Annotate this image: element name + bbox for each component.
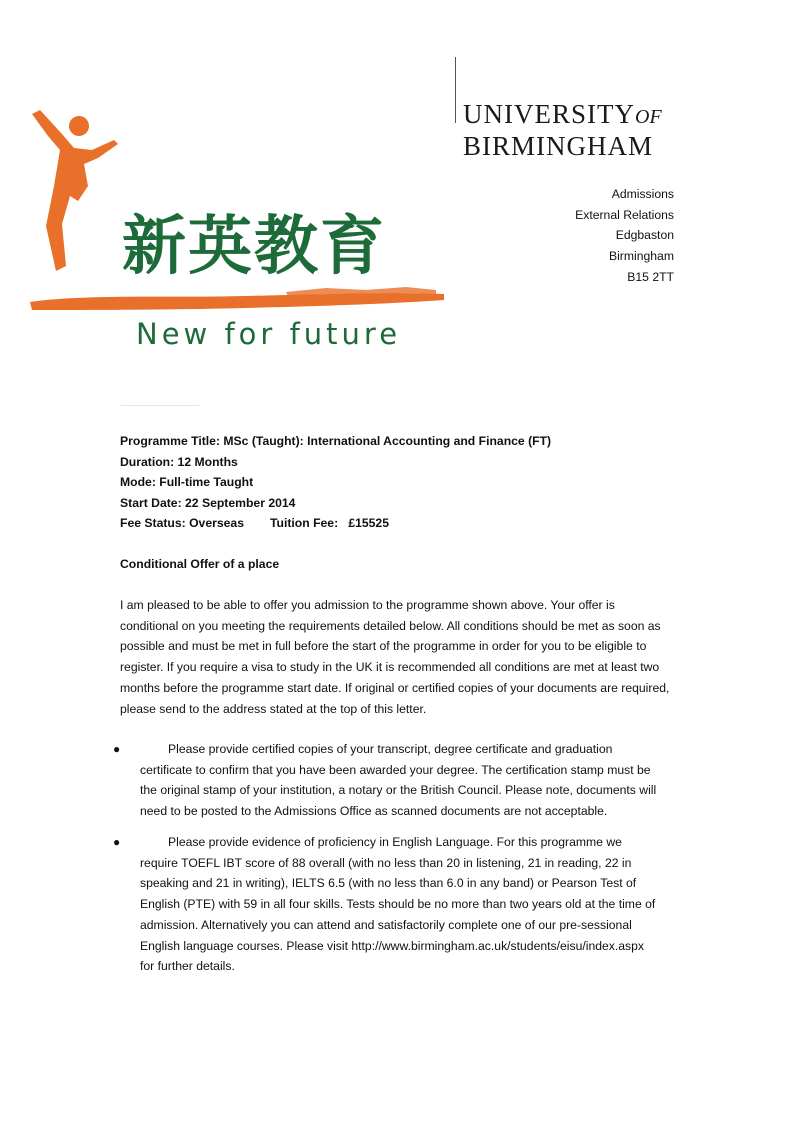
logo-tagline: New for future: [136, 317, 402, 351]
wordmark-divider: [455, 57, 456, 123]
university-wordmark: [463, 100, 662, 161]
programme-duration: Duration: 12 Months: [120, 454, 238, 469]
fee-status: Fee Status: Overseas: [120, 516, 244, 531]
university-line1: UNIVERSITY: [463, 99, 635, 129]
condition-text: Please provide evidence of proficiency in English Language. For this programme we require TOEFL IBT score of 88 overall (with no less than 20 in listening, 21 in reading, 22 in speaking and 21 in writing), IELTS 6.5 (with no less than 6.0 in any band) or Pearson Test of English (PTE) with 59 in all four skills. Tests should be no more than two years old at the time of admission. Alternatively you can attend and satisfactorily complete one of our pre-sessional English language courses. Please visit http://www.birmingham.ac.uk/students/eisu/index.aspx for further details.: [140, 835, 656, 974]
address-line: Admissions: [611, 187, 674, 201]
fee-row: [120, 513, 551, 534]
address-line: External Relations: [575, 207, 674, 222]
programme-details: [120, 431, 551, 534]
offer-heading: Conditional Offer of a place: [120, 557, 280, 571]
new-for-future-logo: [26, 106, 451, 356]
logo-chinese-name: 新英教育: [122, 210, 386, 284]
programme-start-date: Start Date: 22 September 2014: [120, 495, 296, 510]
programme-title: Programme Title: MSc (Taught): International Accounting and Finance (FT): [120, 434, 552, 448]
bullet-icon: ●: [113, 835, 121, 849]
programme-mode: Mode: Full-time Taught: [120, 475, 254, 490]
university-of: OF: [635, 106, 662, 128]
university-line2: BIRMINGHAM: [463, 131, 654, 161]
jumping-figure-icon: [32, 110, 118, 271]
address-line: Birmingham: [608, 249, 674, 264]
condition-item: [113, 832, 660, 977]
brush-stroke-icon: [30, 287, 444, 310]
bullet-icon: ●: [113, 742, 121, 756]
address-line: Edgbaston: [615, 228, 674, 243]
tuition-fee-value: £15525: [348, 516, 389, 531]
tuition-fee-label: Tuition Fee:: [269, 516, 339, 531]
intro-paragraph: I am pleased to be able to offer you admission to the programme shown above. Your offer is conditional on you meeting the requirements detailed below. All conditions should be met as soon as possible and must be met in full before the start of the programme in order for you to be eligible to register. If you require a visa to study in the UK it is recommended all conditions are met at least two months before the programme start date. If original or certified copies of your documents are required, please send to the address stated at the top of this letter.: [120, 598, 670, 716]
divider: [121, 405, 199, 406]
address-line: B15 2TT: [627, 269, 674, 284]
condition-item: [113, 739, 660, 822]
condition-text: Please provide certified copies of your transcript, degree certificate and graduation certificate to confirm that you have been awarded your degree. The certification stamp must be the original stamp of your institution, a notary or the British Council. Please note, documents will need to be posted to the Admissions Office as scanned documents are not acceptable.: [140, 742, 657, 819]
address-block: [575, 184, 674, 288]
